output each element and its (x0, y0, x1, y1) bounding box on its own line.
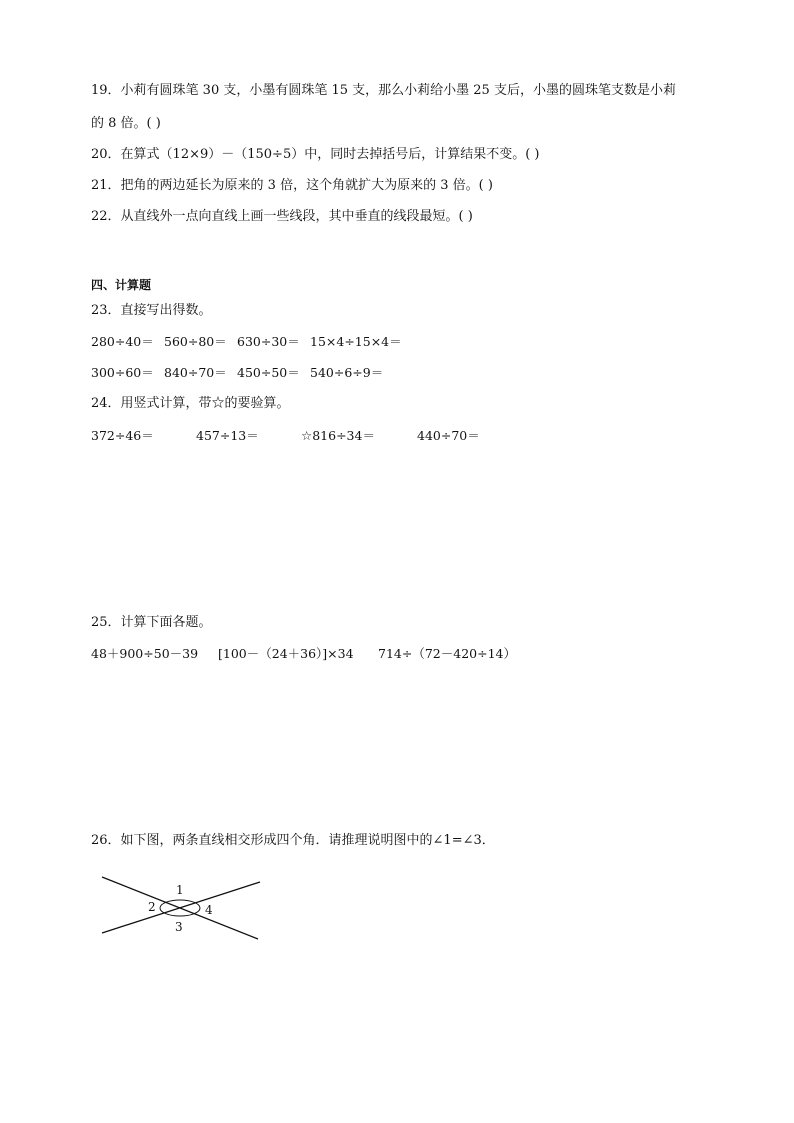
question-22: 22．从直线外一点向直线上画一些线段，其中垂直的线段最短。( ) (91, 209, 473, 224)
q23-item: 540÷6÷9＝ (310, 365, 384, 380)
angle-label-4: 4 (205, 903, 213, 917)
angle-label-1: 1 (176, 883, 184, 897)
q23-item: 280÷40＝ (91, 334, 154, 349)
question-24-title: 24．用竖式计算，带☆的要验算。 (91, 396, 290, 411)
question-23-title: 23．直接写出得数。 (91, 303, 212, 318)
q23-item: 840÷70＝ (164, 365, 227, 380)
q23-item: 560÷80＝ (164, 334, 227, 349)
q23-item: 15×4÷15×4＝ (310, 334, 402, 349)
question-25-title: 25．计算下面各题。 (91, 615, 212, 630)
question-20: 20．在算式（12×9）－（150÷5）中，同时去掉括号后，计算结果不变。( ) (91, 147, 540, 162)
question-26-title: 26．如下图，两条直线相交形成四个角．请推理说明图中的∠1=∠3． (91, 833, 495, 848)
q24-item: 440÷70＝ (417, 428, 480, 443)
q23-item: 300÷60＝ (91, 365, 154, 380)
angle-label-2: 2 (148, 900, 156, 914)
q23-item: 630÷30＝ (237, 334, 300, 349)
angle-label-3: 3 (175, 920, 183, 934)
question-19-line-1: 19．小莉有圆珠笔 30 支，小墨有圆珠笔 15 支，那么小莉给小墨 25 支后，小墨的圆珠笔支数是小莉 (91, 83, 676, 98)
q25-item: 48＋900÷50－39 (91, 646, 199, 661)
q23-item: 450÷50＝ (237, 365, 300, 380)
intersecting-lines-figure (98, 870, 268, 950)
q24-item: 372÷46＝ (91, 428, 154, 443)
section-heading: 四、计算题 (91, 278, 152, 292)
question-21: 21．把角的两边延长为原来的 3 倍，这个角就扩大为原来的 3 倍。( ) (91, 178, 493, 193)
q24-item: 457÷13＝ (196, 428, 259, 443)
q25-item: 714÷（72－420÷14） (378, 646, 516, 661)
question-19-line-2: 的 8 倍。( ) (91, 116, 161, 131)
q24-item: ☆816÷34＝ (301, 428, 375, 443)
q25-item: [100－（24＋36）]×34 (218, 646, 354, 661)
